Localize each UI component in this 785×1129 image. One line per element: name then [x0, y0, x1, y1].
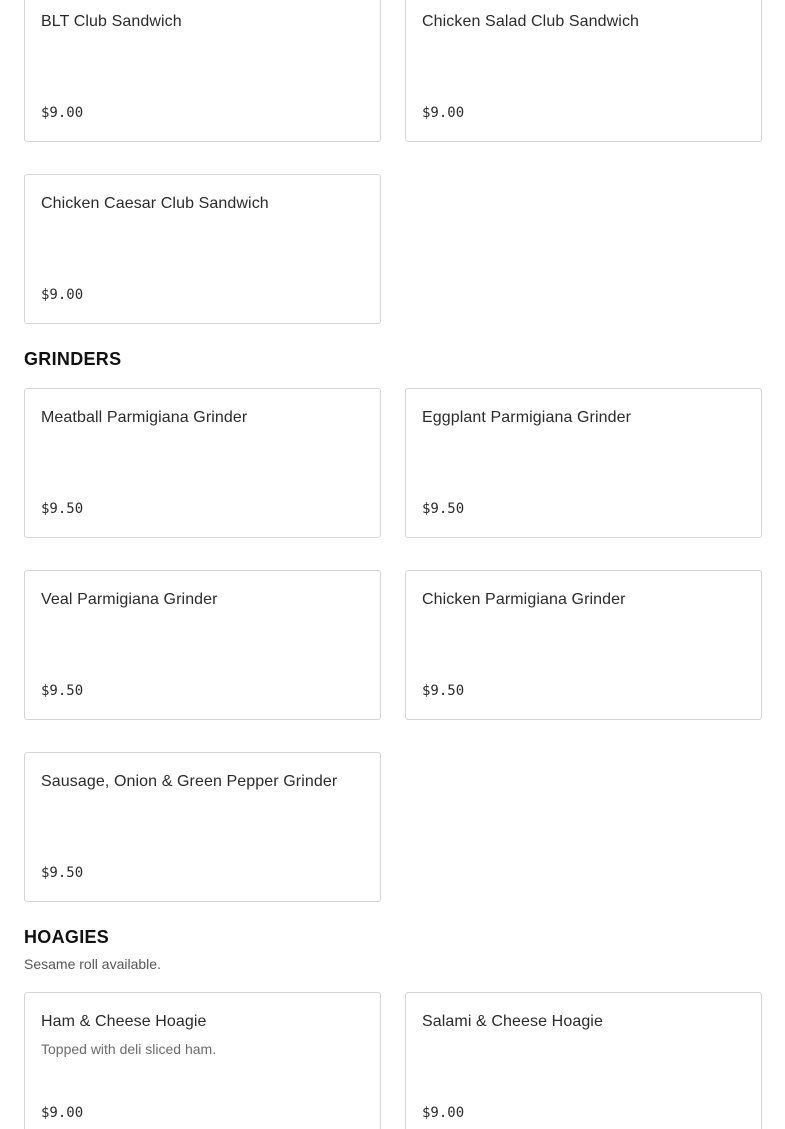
section-heading-grinders: GRINDERS	[24, 349, 122, 369]
menu-item-name: Chicken Parmigiana Grinder	[422, 591, 626, 608]
menu-item-name: Salami & Cheese Hoagie	[422, 1013, 603, 1030]
menu-item-name: Meatball Parmigiana Grinder	[41, 409, 248, 426]
menu-item-name: Ham & Cheese Hoagie	[41, 1013, 207, 1030]
menu-item-name: Sausage, Onion & Green Pepper Grinder	[41, 773, 338, 790]
menu-item-card[interactable]	[24, 388, 381, 538]
menu-item-card[interactable]	[405, 570, 762, 720]
menu-item-price: $9.00	[41, 1105, 84, 1121]
menu-item-card[interactable]	[405, 0, 762, 142]
menu-item-price: $9.00	[422, 105, 465, 121]
menu-item-description: Topped with deli sliced ham.	[41, 1041, 217, 1057]
menu-item-price: $9.00	[41, 287, 84, 303]
menu-item-price: $9.50	[41, 683, 84, 699]
menu-item-price: $9.00	[422, 1105, 465, 1121]
menu-item-price: $9.00	[41, 105, 84, 121]
menu-item-name: Chicken Salad Club Sandwich	[422, 13, 640, 30]
menu-item-card[interactable]	[405, 388, 762, 538]
menu-item-name: Chicken Caesar Club Sandwich	[41, 195, 269, 212]
menu-item-price: $9.50	[422, 683, 465, 699]
menu-item-card[interactable]	[24, 0, 381, 142]
menu-item-card[interactable]	[24, 752, 381, 902]
menu-item-card[interactable]	[405, 992, 762, 1129]
section-heading-hoagies: HOAGIES	[24, 927, 110, 947]
menu-item-name: Veal Parmigiana Grinder	[41, 591, 218, 608]
menu-item-card[interactable]	[24, 570, 381, 720]
menu-item-price: $9.50	[422, 501, 465, 517]
section-note: Sesame roll available.	[24, 956, 161, 972]
menu-item-price: $9.50	[41, 501, 84, 517]
menu-item-name: BLT Club Sandwich	[41, 13, 182, 30]
menu-item-name: Eggplant Parmigiana Grinder	[422, 409, 632, 426]
menu-item-price: $9.50	[41, 865, 84, 881]
menu-item-card[interactable]	[24, 992, 381, 1129]
menu-item-card[interactable]	[24, 174, 381, 324]
